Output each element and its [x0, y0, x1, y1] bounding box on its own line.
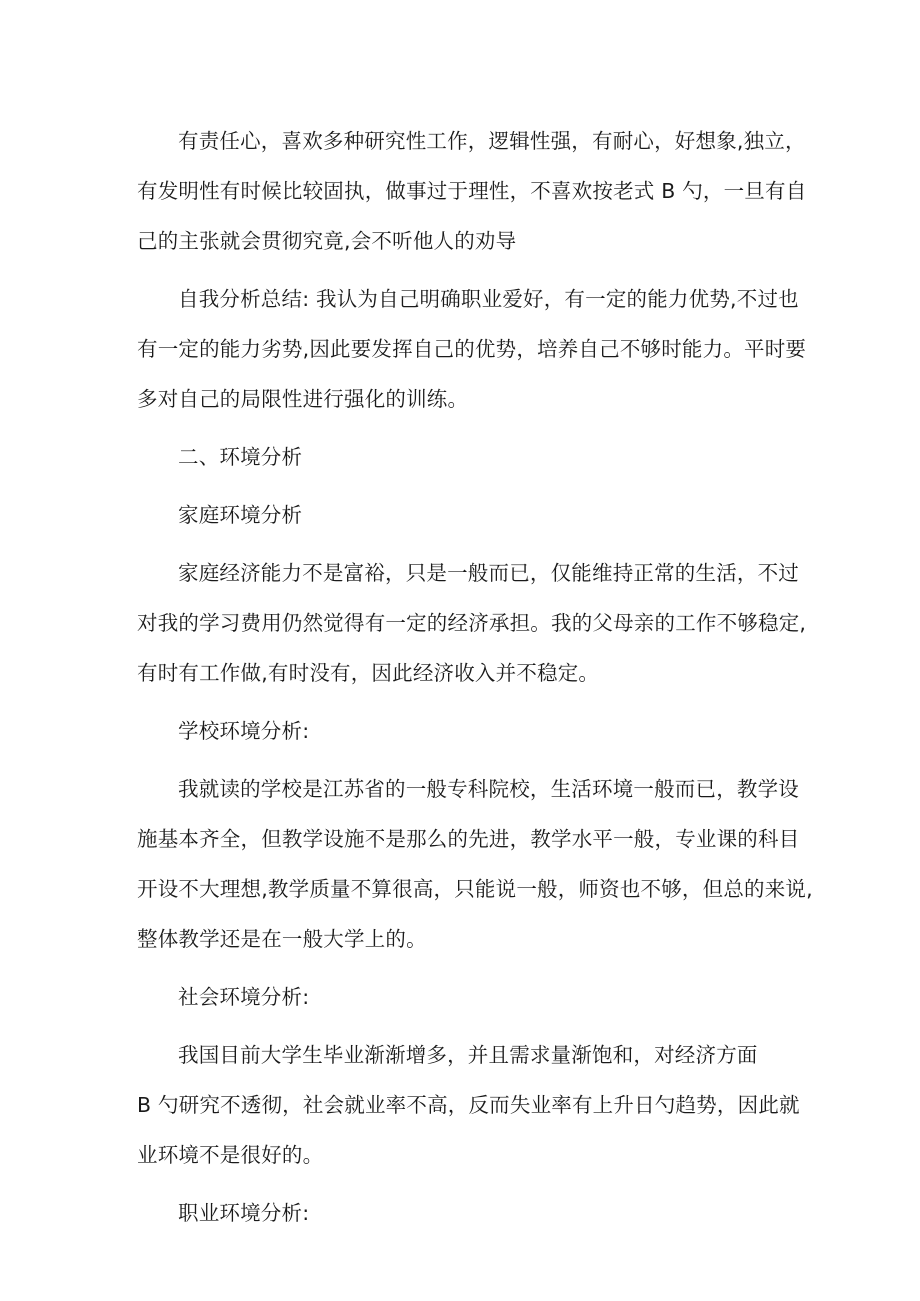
text-line: 对我的学习费用仍然觉得有一定的经济承担。我的父母亲的工作不够稳定,: [137, 611, 807, 635]
text-line: 业环境不是很好的。: [137, 1143, 324, 1167]
document-body: [137, 116, 813, 1246]
paragraph-self-analysis-summary: [137, 274, 807, 424]
text-line: 学校环境分析:: [178, 719, 310, 743]
text-line: 开设不大理想,教学质量不算很高，只能说一般，师资也不够，但总的来说,: [137, 877, 813, 901]
subheading-career-environment: [137, 1188, 801, 1238]
paragraph-school-environment: [137, 764, 813, 964]
subheading-school-environment: [137, 706, 801, 756]
text-line: 我就读的学校是江苏省的一般专科院校，生活环境一般而已，教学设: [178, 777, 799, 801]
text-line: 整体教学还是在一般大学上的。: [137, 927, 427, 951]
text-line: 有时有工作做,有时没有，因此经济收入并不稳定。: [137, 661, 600, 685]
text-line: 有责任心，喜欢多种研究性工作，逻辑性强，有耐心，好想象,独立，: [178, 129, 806, 153]
text-line: B 勺研究不透彻，社会就业率不高，反而失业率有上升日勺趋势，因此就: [137, 1093, 800, 1117]
text-line: 我国目前大学生毕业渐渐增多，并且需求量渐饱和，对经济方面: [178, 1043, 758, 1067]
text-line: 有发明性有时候比较固执，做事过于理性，不喜欢按老式 B 勺，一旦有自: [137, 179, 807, 203]
heading-environment-analysis: [137, 432, 801, 482]
paragraph-personality: [137, 116, 807, 266]
paragraph-social-environment: [137, 1030, 801, 1180]
text-line: 多对自己的局限性进行强化的训练。: [137, 387, 469, 411]
subheading-social-environment: [137, 972, 801, 1022]
text-line: 家庭环境分析: [178, 503, 303, 527]
text-line: 自我分析总结: 我认为自己明确职业爱好，有一定的能力优势,不过也: [178, 287, 799, 311]
text-line: 有一定的能力劣势,因此要发挥自己的优势，培养自己不够时能力。平时要: [137, 337, 807, 361]
text-line: 己的主张就会贯彻究竟,会不听他人的劝导: [137, 229, 517, 253]
text-line: 社会环境分析:: [178, 985, 310, 1009]
subheading-family-environment: [137, 490, 801, 540]
text-line: 施基本齐全，但教学设施不是那么的先进，教学水平一般，专业课的科目: [137, 827, 800, 851]
text-line: 家庭经济能力不是富裕，只是一般而已，仅能维持正常的生活，不过: [178, 561, 799, 585]
text-line: 二、环境分析: [178, 445, 303, 469]
text-line: 职业环境分析:: [178, 1201, 310, 1225]
paragraph-family-environment: [137, 548, 807, 698]
